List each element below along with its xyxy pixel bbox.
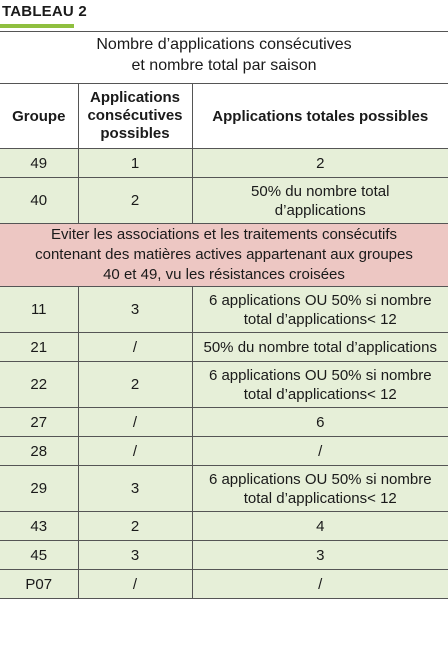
cell-totales xyxy=(192,437,448,466)
cell-groupe: 40 xyxy=(0,178,78,224)
cell-totales xyxy=(192,149,448,178)
warning-note xyxy=(0,224,448,287)
cell-consecutives: / xyxy=(78,437,192,466)
cell-groupe: 45 xyxy=(0,541,78,570)
table-row xyxy=(0,541,448,570)
cell-line: 6 applications OU 50% si nombre xyxy=(208,470,432,488)
cell-totales xyxy=(192,466,448,512)
header-row xyxy=(0,84,448,149)
table-row xyxy=(0,287,448,333)
note-line: 40 et 49, vu les résistances croisées xyxy=(103,266,345,283)
cell-groupe: 21 xyxy=(0,333,78,362)
table-row xyxy=(0,570,448,599)
cell-line: 50% du nombre total xyxy=(251,182,390,200)
cell-consecutives: / xyxy=(78,408,192,437)
cell-totales xyxy=(192,333,448,362)
table-row xyxy=(0,466,448,512)
cell-line: 4 xyxy=(316,517,325,535)
note-line: contenant des matières actives appartenant aux groupes xyxy=(35,246,413,263)
cell-totales xyxy=(192,512,448,541)
header-line: Applications xyxy=(89,89,180,106)
cell-groupe: P07 xyxy=(0,570,78,599)
applications-table xyxy=(0,83,448,599)
cell-line: 6 applications OU 50% si nombre xyxy=(208,366,432,384)
cell-totales xyxy=(192,570,448,599)
table-row xyxy=(0,149,448,178)
cell-consecutives: 3 xyxy=(78,541,192,570)
cell-consecutives: 2 xyxy=(78,178,192,224)
cell-totales xyxy=(192,287,448,333)
cell-totales xyxy=(192,362,448,408)
table-caption xyxy=(0,34,448,76)
table-row xyxy=(0,333,448,362)
table-row xyxy=(0,362,448,408)
cell-consecutives: 2 xyxy=(78,362,192,408)
cell-groupe: 29 xyxy=(0,466,78,512)
cell-line: total d’applications< 12 xyxy=(243,489,397,507)
cell-totales xyxy=(192,178,448,224)
warning-row xyxy=(0,224,448,287)
cell-consecutives: 2 xyxy=(78,512,192,541)
cell-consecutives: 1 xyxy=(78,149,192,178)
cell-line: / xyxy=(318,575,323,593)
table-row xyxy=(0,437,448,466)
caption-line: Nombre d’applications consécutives xyxy=(96,36,352,53)
cell-line: / xyxy=(318,442,323,460)
cell-totales xyxy=(192,541,448,570)
cell-line: 2 xyxy=(316,154,325,172)
table-row xyxy=(0,178,448,224)
cell-groupe: 28 xyxy=(0,437,78,466)
cell-groupe: 49 xyxy=(0,149,78,178)
cell-line: 6 applications OU 50% si nombre xyxy=(208,291,432,309)
cell-consecutives: / xyxy=(78,570,192,599)
header-consecutives xyxy=(78,84,192,149)
table-row xyxy=(0,408,448,437)
header-line: consécutives xyxy=(87,107,183,124)
cell-consecutives: 3 xyxy=(78,287,192,333)
header-totales: Applications totales possibles xyxy=(192,84,448,149)
header-line: possibles xyxy=(100,125,170,142)
cell-line: 6 xyxy=(316,413,325,431)
table-row xyxy=(0,512,448,541)
cell-groupe: 27 xyxy=(0,408,78,437)
table-label: TABLEAU 2 xyxy=(2,3,87,20)
cell-groupe: 22 xyxy=(0,362,78,408)
cell-groupe: 11 xyxy=(0,287,78,333)
cell-totales xyxy=(192,408,448,437)
cell-line: 3 xyxy=(316,546,325,564)
cell-line: d’applications xyxy=(274,201,366,219)
top-rule xyxy=(0,31,448,32)
note-line: Eviter les associations et les traitements consécutifs xyxy=(51,226,397,243)
cell-consecutives: / xyxy=(78,333,192,362)
cell-line: total d’applications< 12 xyxy=(243,310,397,328)
header-groupe: Groupe xyxy=(0,84,78,149)
label-accent-bar xyxy=(0,24,74,28)
cell-groupe: 43 xyxy=(0,512,78,541)
cell-consecutives: 3 xyxy=(78,466,192,512)
cell-line: 50% du nombre total d’applications xyxy=(203,338,437,356)
caption-line: et nombre total par saison xyxy=(131,57,317,74)
cell-line: total d’applications< 12 xyxy=(243,385,397,403)
